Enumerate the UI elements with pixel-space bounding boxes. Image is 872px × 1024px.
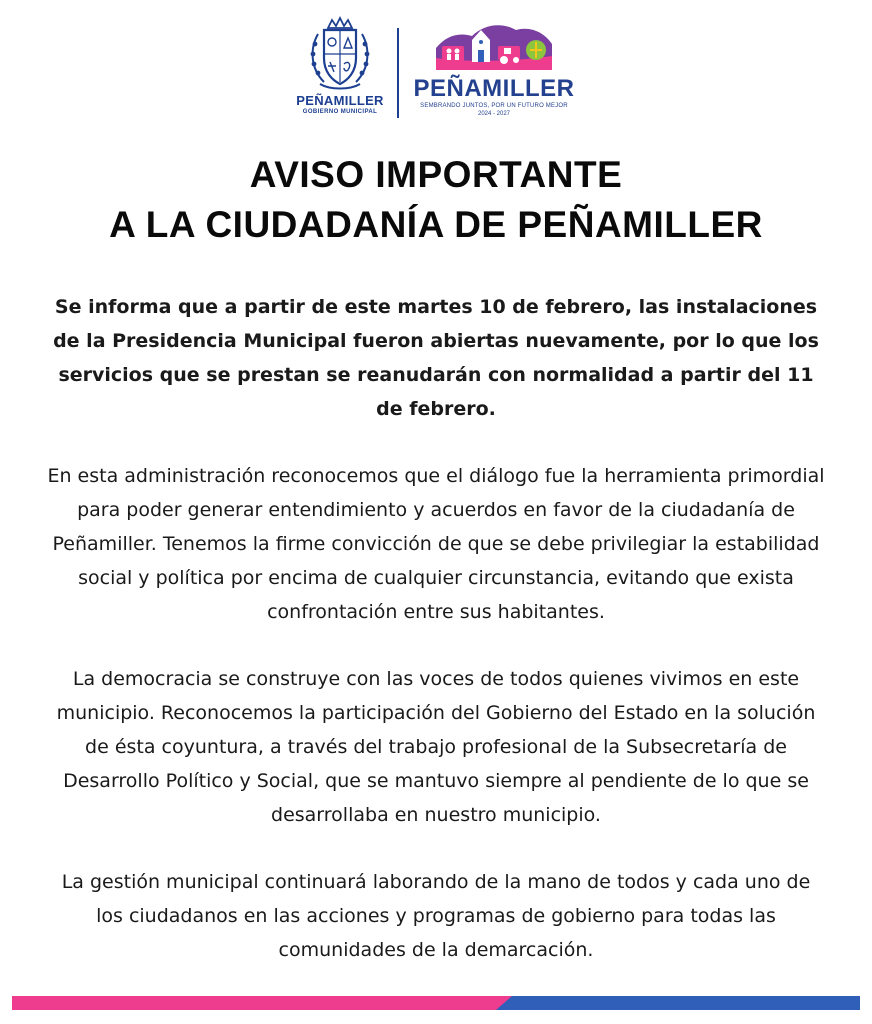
town-landscape-icon <box>432 18 556 74</box>
paragraph-1: Se informa que a partir de este martes 10 de febrero, las instalaciones de la Presidencia Municipal fueron abiertas nuevamente, por lo que los servicios que se prestan se reanudarán con normalidad a partir del 11 de febrero. <box>53 296 819 420</box>
logo-divider <box>397 28 399 118</box>
footer-color-bar <box>12 996 860 1010</box>
paragraph-3: La democracia se construye con las voces de todos quienes vivimos en este municipio. Reconocemos la participación del Gobierno del Estado en la solución de ésta coyuntura, a través del trabajo profesional de la Subsecretaría de Desarrollo Político y Social, que se mantuvo siempre al pendiente de lo que se desarrollaba en nuestro municipio. <box>56 668 816 826</box>
government-subtitle: GOBIERNO MUNICIPAL <box>302 109 378 115</box>
paragraph-4: La gestión municipal continuará laborando de la mano de todos y cada uno de los ciudadanos en las acciones y programas de gobierno para todas las comunidades de la demarcación. <box>61 871 811 961</box>
notice-title <box>0 150 872 250</box>
footer-bar-pink <box>12 996 512 1010</box>
government-name: PEÑAMILLER <box>296 93 384 108</box>
title-line-2: A LA CIUDADANÍA DE PEÑAMILLER <box>109 204 763 245</box>
title-line-1: AVISO IMPORTANTE <box>249 154 623 195</box>
paragraph-2: En esta administración reconocemos que el diálogo fue la herramienta primordial para poder generar entendimiento y acuerdos en favor de la ciudadanía de Peñamiller. Tenemos la firme convicción de que se debe privilegiar la estabilidad social y política por encima de cualquier circunstancia, evitando que exista confrontación entre sus habitantes. <box>47 465 825 623</box>
coat-of-arms-icon <box>308 14 372 92</box>
administration-name: PEÑAMILLER <box>413 75 575 102</box>
administration-logo <box>410 18 578 118</box>
notice-body <box>46 290 826 1000</box>
header-logos <box>0 14 872 134</box>
administration-years: 2024 - 2027 <box>477 111 511 117</box>
footer-bar-blue <box>512 996 860 1010</box>
administration-slogan: SEMBRANDO JUNTOS, POR UN FUTURO MEJOR <box>420 103 568 109</box>
municipal-government-logo <box>294 14 386 116</box>
